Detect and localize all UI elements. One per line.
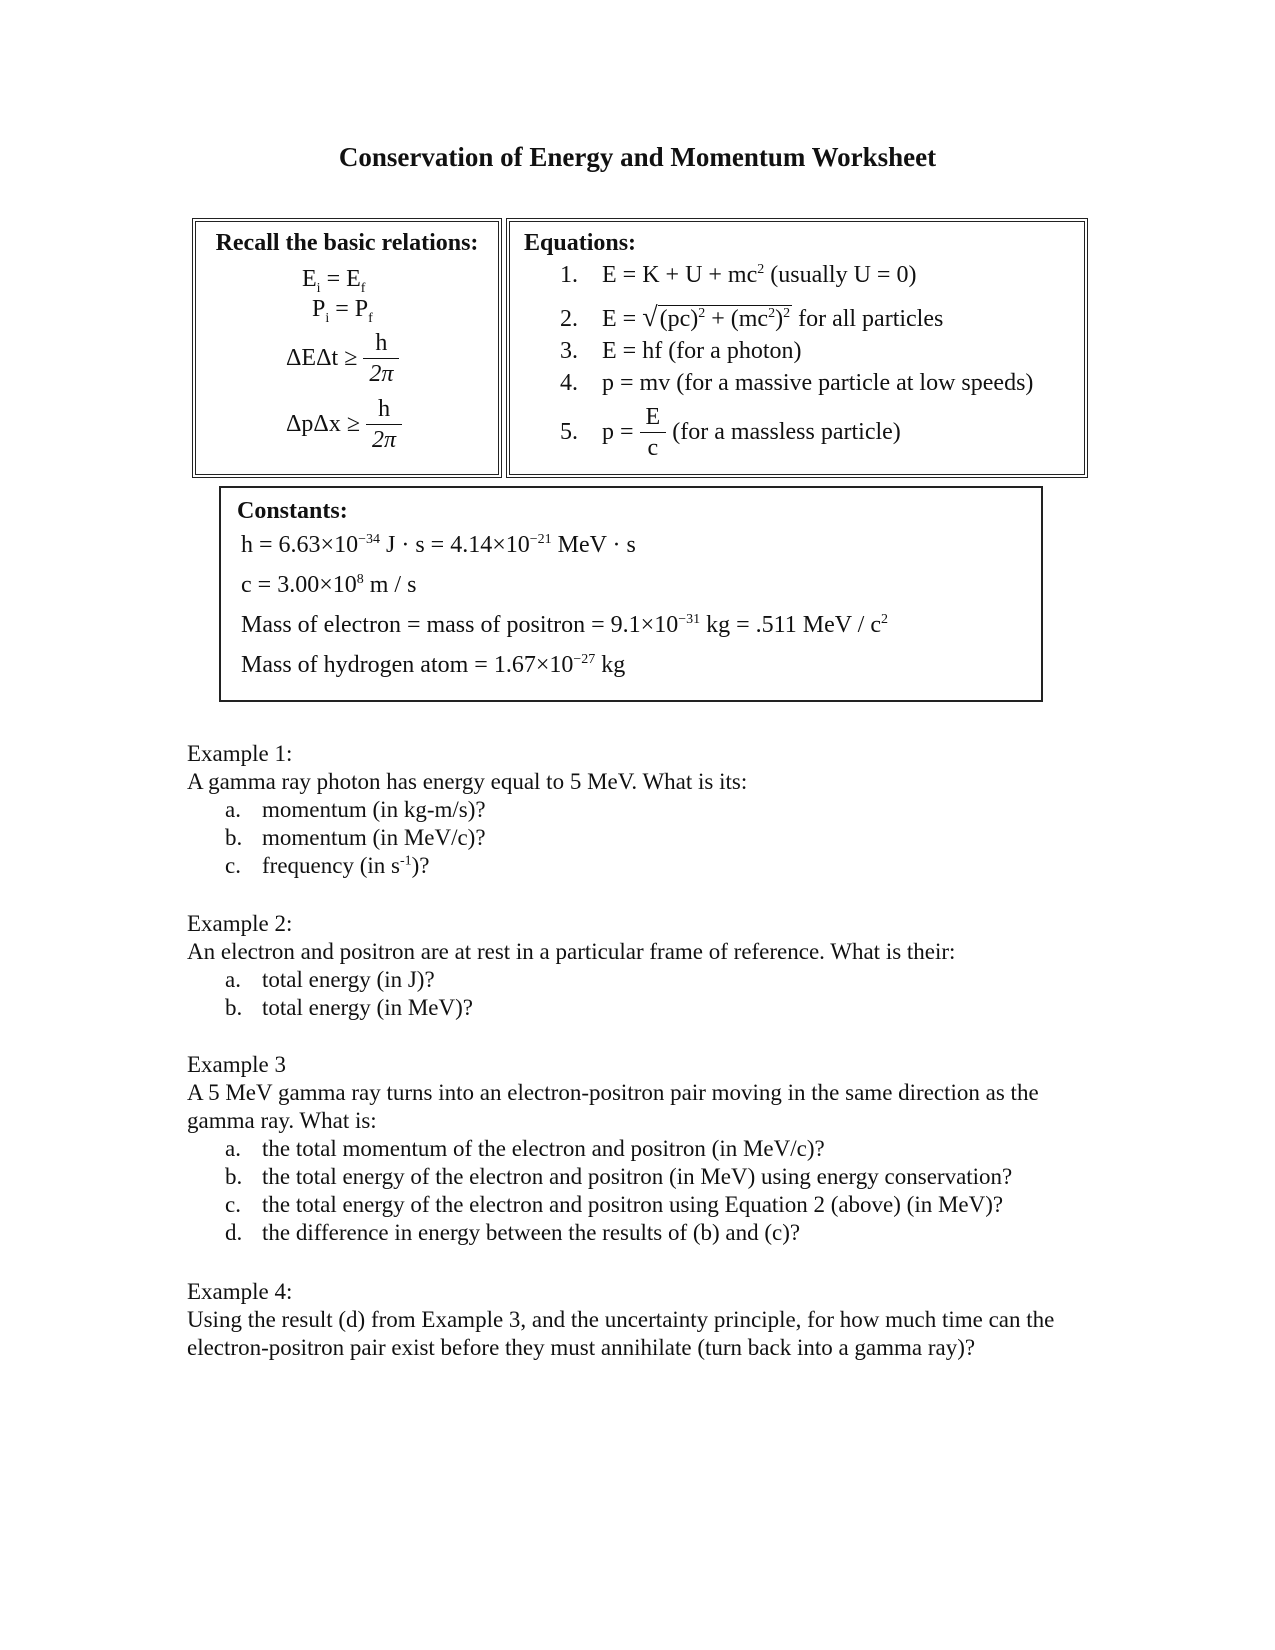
equation-2-sup-c: 2 xyxy=(783,306,791,321)
equation-2-pre: E = xyxy=(602,306,643,332)
list-item xyxy=(187,966,1087,994)
item-marker: d. xyxy=(225,1220,243,1245)
electron-a: Mass of electron = mass of positron = 9.1×10 xyxy=(241,612,679,638)
equation-5-pre: p = xyxy=(602,419,640,445)
equation-1 xyxy=(560,262,916,289)
example-text: A gamma ray photon has energy equal to 5 MeV. What is its: xyxy=(187,769,748,794)
item-text: momentum (in MeV/c)? xyxy=(262,825,486,850)
list-item xyxy=(187,1191,1087,1219)
example-heading: Example 2: xyxy=(187,911,293,936)
energy-conservation-relation xyxy=(302,266,366,296)
momentum-eq: = xyxy=(329,296,355,322)
equation-5-number: 5. xyxy=(560,419,578,445)
electron-mass xyxy=(241,612,888,639)
planck-sup-b: −21 xyxy=(529,532,552,547)
example-heading: Example 1: xyxy=(187,741,293,766)
item-marker: b. xyxy=(225,995,243,1020)
equation-4-number: 4. xyxy=(560,370,578,396)
item-text: momentum (in kg-m/s)? xyxy=(262,797,486,822)
equation-3-number: 3. xyxy=(560,338,578,364)
equation-3-body: E = hf (for a photon) xyxy=(602,338,802,364)
light-a: c = 3.00×10 xyxy=(241,572,357,598)
energy-time-lhs: ΔEΔt ≥ xyxy=(286,345,364,371)
equation-1-number: 1. xyxy=(560,262,578,288)
item-text: the total energy of the electron and positron using Equation 2 (above) (in MeV)? xyxy=(262,1192,1004,1217)
item-marker: c. xyxy=(225,853,241,878)
electron-sup-a: −31 xyxy=(678,612,701,627)
equation-4-body: p = mv (for a massive particle at low speeds) xyxy=(602,370,1034,396)
equation-2-rad-close: ) xyxy=(775,306,784,332)
item-marker: b. xyxy=(225,1164,243,1189)
item-text: total energy (in J)? xyxy=(262,967,435,992)
momentum-conservation-relation xyxy=(312,296,373,326)
energy-rhs: E xyxy=(346,266,361,292)
square-root-icon: √ xyxy=(642,302,658,333)
example-2 xyxy=(187,910,1087,1022)
item-marker: b. xyxy=(225,825,243,850)
light-sup-a: 8 xyxy=(356,572,364,587)
item-marker: a. xyxy=(225,967,241,992)
planck-constant xyxy=(241,532,636,559)
planck-a: h = 6.63×10 xyxy=(241,532,359,558)
item-text-pre: frequency (in s xyxy=(262,853,400,878)
equation-5-fraction xyxy=(640,402,667,463)
momentum-position-numerator: h xyxy=(366,394,402,425)
energy-rhs-sub: f xyxy=(360,280,366,296)
item-text: the total momentum of the electron and positron (in MeV/c)? xyxy=(262,1136,825,1161)
list-item xyxy=(187,824,1087,852)
planck-b: J · s = 4.14×10 xyxy=(379,532,530,558)
momentum-position-uncertainty xyxy=(286,394,402,455)
planck-sup-a: −34 xyxy=(358,532,380,547)
item-text: the total energy of the electron and positron (in MeV) using energy conservation? xyxy=(262,1164,1013,1189)
item-text: the difference in energy between the results of (b) and (c)? xyxy=(262,1220,801,1245)
equation-5 xyxy=(560,402,901,463)
constants-box xyxy=(219,486,1043,702)
constants-heading: Constants: xyxy=(237,498,348,524)
hydrogen-sup-a: −27 xyxy=(573,652,596,667)
basic-relations-box xyxy=(192,218,502,478)
example-heading: Example 4: xyxy=(187,1279,293,1304)
equation-1-post: (usually U = 0) xyxy=(764,262,917,288)
item-marker: c. xyxy=(225,1192,241,1217)
planck-c: MeV · s xyxy=(551,532,636,558)
energy-time-uncertainty xyxy=(286,328,399,389)
momentum-position-denominator: 2π xyxy=(372,427,397,453)
equation-5-denominator: c xyxy=(647,435,659,461)
equations-heading: Equations: xyxy=(524,230,637,256)
example-4 xyxy=(187,1278,1087,1362)
example-1-items xyxy=(187,796,1087,880)
equation-2-number: 2. xyxy=(560,306,578,332)
hydrogen-b: kg xyxy=(595,652,626,678)
equation-2-post: for all particles xyxy=(792,306,944,332)
energy-lhs: E xyxy=(302,266,317,292)
electron-sup-b: 2 xyxy=(880,612,888,627)
equation-5-post: (for a massless particle) xyxy=(666,419,901,445)
example-text: A 5 MeV gamma ray turns into an electron-positron pair moving in the same direction as the gamma ray. What is: xyxy=(187,1080,1039,1133)
speed-of-light xyxy=(241,572,416,599)
equation-2-sup-a: 2 xyxy=(698,306,706,321)
example-3-items xyxy=(187,1135,1087,1247)
equation-2-rad-a: (pc) xyxy=(659,306,699,332)
equation-1-pre: E = K + U + mc xyxy=(602,262,758,288)
item-marker: a. xyxy=(225,1136,241,1161)
momentum-rhs: P xyxy=(354,296,369,322)
list-item xyxy=(187,1135,1087,1163)
list-item xyxy=(187,852,1087,880)
item-text: total energy (in MeV)? xyxy=(262,995,473,1020)
equation-5-numerator: E xyxy=(640,402,667,433)
equation-2 xyxy=(560,302,943,334)
list-item xyxy=(187,1219,1087,1247)
energy-time-fraction xyxy=(363,328,399,389)
momentum-lhs-sub: i xyxy=(325,310,330,326)
hydrogen-a: Mass of hydrogen atom = 1.67×10 xyxy=(241,652,574,678)
electron-b: kg = .511 MeV / c xyxy=(700,612,881,638)
list-item xyxy=(187,796,1087,824)
momentum-position-fraction xyxy=(366,394,402,455)
list-item xyxy=(187,994,1087,1022)
example-text: An electron and positron are at rest in a particular frame of reference. What is their: xyxy=(187,939,956,964)
momentum-lhs: P xyxy=(312,296,326,322)
example-heading: Example 3 xyxy=(187,1052,286,1077)
hydrogen-mass xyxy=(241,652,625,679)
equation-1-sup: 2 xyxy=(757,262,765,277)
energy-time-numerator: h xyxy=(363,328,399,359)
relations-heading: Recall the basic relations: xyxy=(215,230,479,256)
example-1 xyxy=(187,740,1087,880)
energy-eq: = xyxy=(320,266,347,292)
energy-time-denominator: 2π xyxy=(369,361,394,387)
momentum-position-lhs: ΔpΔx ≥ xyxy=(286,411,367,437)
equation-2-sup-b: 2 xyxy=(768,306,776,321)
example-2-items xyxy=(187,966,1087,1022)
equation-2-rad-mid: + (mc xyxy=(705,306,769,332)
item-text-post: )? xyxy=(411,853,430,878)
light-b: m / s xyxy=(363,572,417,598)
equations-box xyxy=(506,218,1088,478)
page-title: Conservation of Energy and Momentum Worksheet xyxy=(338,142,937,172)
item-text-sup: -1 xyxy=(399,853,412,869)
list-item xyxy=(187,1163,1087,1191)
equation-3 xyxy=(560,338,801,365)
equation-2-radicand xyxy=(658,305,793,332)
example-text: Using the result (d) from Example 3, and the uncertainty principle, for how much time can the electron-positron pair exist before they must annihilate (turn back into a gamma ray)? xyxy=(187,1307,1055,1360)
item-marker: a. xyxy=(225,797,241,822)
energy-lhs-sub: i xyxy=(316,280,321,296)
momentum-rhs-sub: f xyxy=(368,310,373,326)
equation-4 xyxy=(560,370,1033,397)
example-3 xyxy=(187,1051,1087,1247)
